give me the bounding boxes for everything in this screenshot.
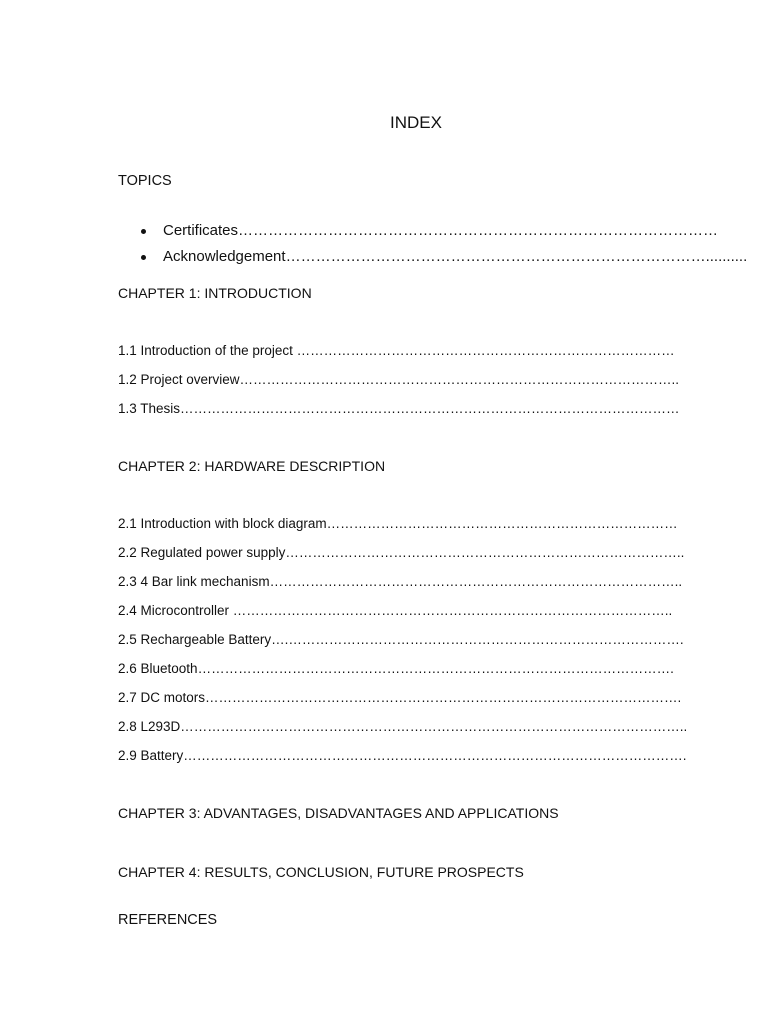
chapter-2-heading: CHAPTER 2: HARDWARE DESCRIPTION bbox=[118, 458, 386, 474]
bullet-icon bbox=[141, 229, 146, 234]
references-heading: REFERENCES bbox=[118, 912, 218, 928]
toc-entry-2-5: 2.5 Rechargeable Battery….……………………………………………………………………………. bbox=[118, 632, 684, 647]
chapter-4-heading: CHAPTER 4: RESULTS, CONCLUSION, FUTURE PROSPECTS bbox=[118, 864, 524, 880]
toc-entry-1-2: 1.2 Project overview…………………………………………………………………………………….. bbox=[118, 372, 680, 387]
toc-bullet-certificates: Certificates…………………………………………………………………………………… bbox=[163, 222, 719, 239]
toc-entry-2-8: 2.8 L293D………………………………………………………………………………………………….. bbox=[118, 719, 688, 734]
toc-entry-2-7: 2.7 DC motors……………………………………………………………………………………………. bbox=[118, 690, 682, 705]
chapter-3-heading: CHAPTER 3: ADVANTAGES, DISADVANTAGES AND APPLICATIONS bbox=[118, 805, 559, 821]
toc-entry-2-9: 2.9 Battery…………………………………………………………………………………………………. bbox=[118, 748, 687, 763]
toc-bullet-acknowledgement: Acknowledgement………………………………………………………………………….......... bbox=[163, 248, 748, 265]
toc-entry-2-3: 2.3 4 Bar link mechanism……………………………………………………………………………….. bbox=[118, 574, 683, 589]
toc-entry-2-2: 2.2 Regulated power supply…………………………………………………………………………….. bbox=[118, 545, 685, 560]
topics-heading: TOPICS bbox=[118, 173, 172, 189]
toc-entry-1-1: 1.1 Introduction of the project ………………………………………………………………………… bbox=[118, 343, 675, 358]
toc-entry-2-1: 2.1 Introduction with block diagram…………………………………………………………………… bbox=[118, 516, 678, 531]
bullet-icon bbox=[141, 255, 146, 260]
chapter-1-heading: CHAPTER 1: INTRODUCTION bbox=[118, 285, 312, 301]
toc-entry-2-6: 2.6 Bluetooth……………………………………………………………………………………………. bbox=[118, 661, 674, 676]
toc-entry-2-4: 2.4 Microcontroller …………………………………………………………………………………….. bbox=[118, 603, 673, 618]
page-title: INDEX bbox=[390, 113, 442, 132]
toc-entry-1-3: 1.3 Thesis………………………………………………………………………………………………… bbox=[118, 401, 680, 416]
